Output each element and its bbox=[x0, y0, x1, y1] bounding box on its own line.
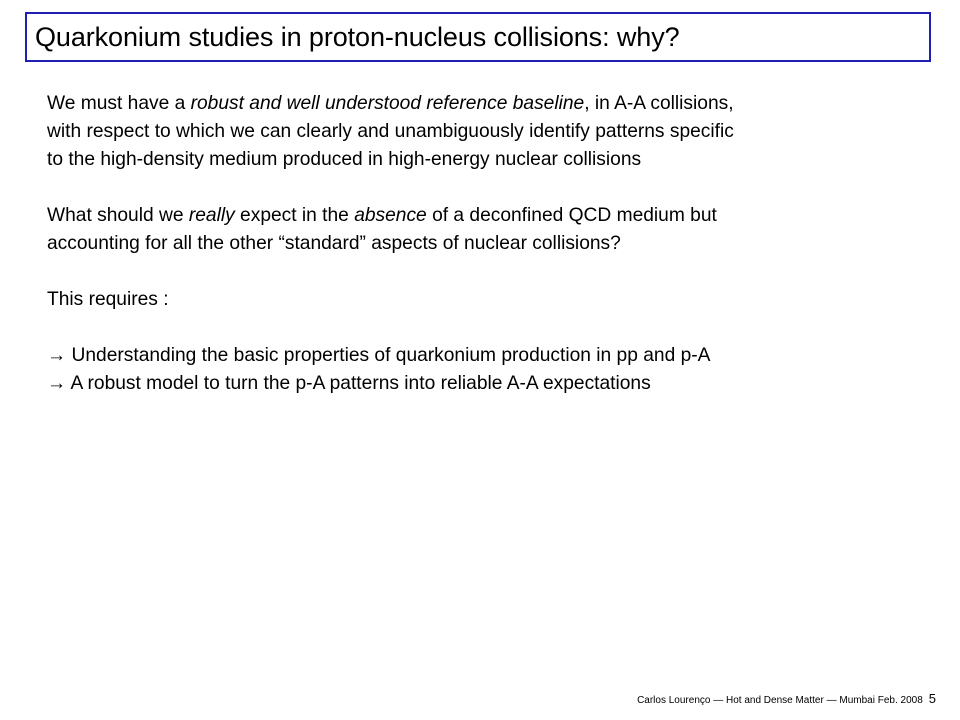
paragraph-requires: This requires : bbox=[47, 289, 169, 310]
spacer bbox=[47, 174, 927, 202]
paragraph-baseline-line3: to the high-density medium produced in high-energy nuclear collisions bbox=[47, 149, 642, 170]
slide-title: Quarkonium studies in proton-nucleus collisions: why? bbox=[35, 21, 680, 52]
text-span: What should we bbox=[47, 205, 189, 226]
paragraph-question-line1 bbox=[47, 202, 927, 230]
paragraph-baseline-line1 bbox=[47, 90, 927, 118]
italic-phrase: robust and well understood reference baseline bbox=[190, 93, 585, 114]
text-span: , in A-A collisions, bbox=[584, 93, 734, 114]
footer-text: Carlos Lourenço — Hot and Dense Matter — Mumbai Feb. 2008 bbox=[637, 695, 923, 706]
spacer bbox=[47, 258, 927, 286]
text-span: We must have a bbox=[47, 93, 191, 114]
paragraph-baseline-line2: with respect to which we can clearly and unambiguously identify patterns specific bbox=[47, 121, 734, 142]
italic-word-really: really bbox=[188, 205, 235, 226]
page-number: 5 bbox=[928, 691, 936, 706]
spacer bbox=[47, 314, 927, 342]
slide-footer bbox=[637, 691, 936, 706]
slide-body bbox=[47, 90, 927, 398]
text-span: of a deconfined QCD medium but bbox=[426, 205, 717, 226]
paragraph-question-line2: accounting for all the other “standard” aspects of nuclear collisions? bbox=[47, 233, 621, 254]
title-box bbox=[25, 12, 931, 62]
text-span: expect in the bbox=[234, 205, 355, 226]
italic-word-absence: absence bbox=[354, 205, 427, 226]
bullet-item: → A robust model to turn the p-A patterns into reliable A-A expectations bbox=[47, 373, 651, 394]
bullet-item: → Understanding the basic properties of quarkonium production in pp and p-A bbox=[47, 345, 711, 366]
